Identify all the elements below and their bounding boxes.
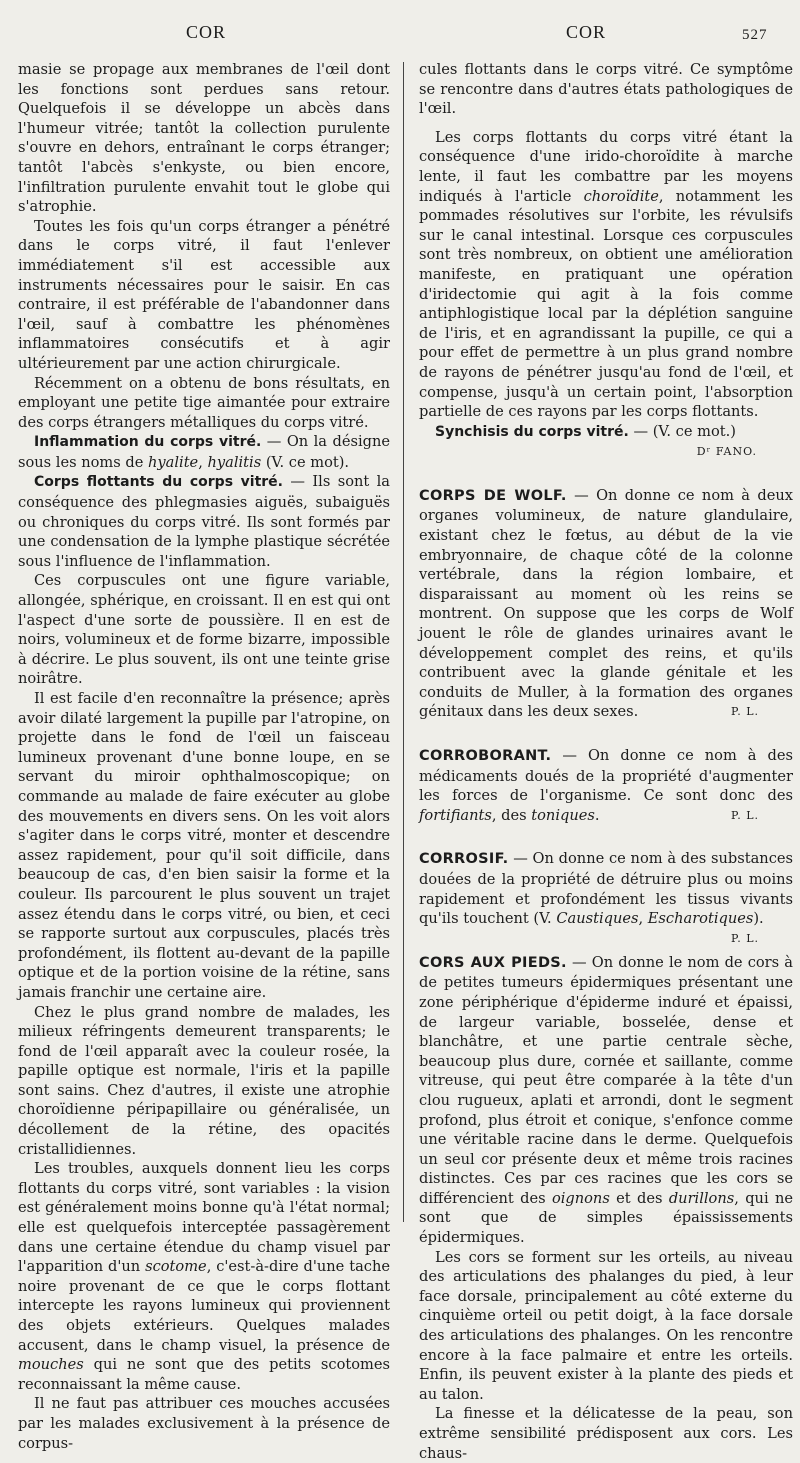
paragraph: Ces corpuscules ont une figure variable, allongée, sphérique, en croissant. Il en est qui ont l'aspect d'une sorte de poussière. Il en est de noirs, volumineux et de forme bizarre, impossible à décrire. Le plus souvent, ils ont une teinte grise noirâtre. <box>18 572 390 688</box>
entry-corrosif: CORROSIF. — On donne ce nom à des substances douées de la propriété de détruire plus ou moins rapidement et profondément les tissus vivants qu'ils touchent (V. Caustiques, Escharotiques). P. L. <box>419 849 793 928</box>
paragraph: Il est facile d'en reconnaître la présence; après avoir dilaté largement la pupille par l'atropine, on projette dans le fond de l'œil un faisceau lumineux provenant d'une bonne loupe, en se servant du miroir ophthalmoscopique; on commande au malade de faire exécuter au globe des mouvements en divers sens. On les voit alors s'agiter dans le corps vitré, monter et descendre assez rapidement, pour qu'il soit difficile, dans beaucoup de cas, d'en bien saisir la forme et la couleur. Ils parcourent le plus souvent un trajet assez étendu dans le corps vitré, ou bien, et ceci se rapporte surtout aux corpuscules, placés très profondément, ils flottent au-devant de la papille optique et de la portion voisine de la rétine, sans jamais franchir une certaine aire. <box>18 690 390 1001</box>
column-divider <box>403 62 404 1222</box>
subentry-synchisis: Synchisis du corps vitré. — (V. ce mot.) <box>435 422 736 440</box>
subentry-inflammation: Inflammation du corps vitré. — On la désigne sous les noms de hyalite, hyalitis (V. ce mot). <box>18 433 390 471</box>
running-head-right: COR <box>566 22 607 42</box>
paragraph: Récemment on a obtenu de bons résultats, en employant une petite tige aimantée pour extraire des corps étrangers métalliques du corps vitré. <box>18 374 390 431</box>
entry-cors-aux-pieds: CORS AUX PIEDS. — On donne le nom de cors à de petites tumeurs épidermiques présentant une zone périphérique d'épiderme induré et épaissi, de largeur variable, bosselée, dense et blanchâtre, et une partie centrale sèche, beaucoup plus dure, cornée et saillante, comme vitreuse, qui peut être comparée à la tête d'un clou rugueux, aplati et arrondi, dont le segment profond, plus étroit et conique, s'enfonce comme une véritable racine dans le derme. Quelquefois un seul cor présente deux et même trois racines distinctes. Ces par ces racines que les cors se différencient des oignons et des durillons, qui ne sont que de simples épaississements épidermiques. <box>419 953 794 1247</box>
paragraph: Il ne faut pas attribuer ces mouches accusées par les malades exclusivement à la présence de corpus- <box>18 1395 390 1452</box>
page-number: 527 <box>742 27 768 43</box>
right-column <box>419 60 793 1463</box>
subentry-heading: Synchisis du corps vitré. <box>435 423 629 440</box>
paragraph: cules flottants dans le corps vitré. Ce symptôme se rencontre dans d'autres états pathologiques de l'œil. <box>419 61 793 118</box>
paragraph: Toutes les fois qu'un corps étranger a pénétré dans le corps vitré, il faut l'enlever immédiatement s'il est accessible aux instruments nécessaires pour le saisir. En cas contraire, il est préférable de l'abandonner dans l'œil, sauf à combattre les phénomènes inflammatoires consécutifs et à agir ultérieurement par une action chirurgicale. <box>18 217 390 372</box>
subentry-heading: Inflammation du corps vitré. <box>34 434 262 451</box>
entry-heading: CORPS DE WOLF. <box>419 487 567 504</box>
paragraph: La finesse et la délicatesse de la peau, son extrême sensibilité prédisposent aux cors. Les chaus- <box>419 1405 793 1462</box>
running-head-left: COR <box>186 22 227 42</box>
paragraph: Les corps flottants du corps vitré étant la conséquence d'une irido-choroïdite à marche lente, il faut les combattre par les moyens indiqués à l'article choroïdite, notamment les pommades résolutives sur l'orbite, les révulsifs sur le canal intestinal. Lorsque ces corpuscules sont très nombreux, on obtient une amélioration manifeste, en pratiquant une opération d'iridectomie qui agit à la fois comme antiphlogistique local par la déplétion sanguine de l'iris, et en agrandissant la pupille, ce qui a pour effet de permettre à un plus grand nombre de rayons de pénétrer jusqu'au fond de l'œil, et compense, jusqu'à un certain point, l'absorption partielle de ces rayons par les corps flottants. <box>419 128 793 421</box>
subentry-corps-flottants: Corps flottants du corps vitré. — Ils sont la conséquence des phlegmasies aiguës, subaiguës ou chroniques du corps vitré. Ils sont formés par une condensation de la lymphe plastique sécrétée sous l'influence de l'inflammation. <box>18 473 391 570</box>
entry-heading: CORS AUX PIEDS. <box>419 954 567 971</box>
paragraph: Les troubles, auxquels donnent lieu les corps flottants du corps vitré, sont variables : la vision est généralement moins bonne qu'à l'état normal; elle est quelquefois interceptée passagèrement dans une certaine étendue du champ visuel par l'apparition d'un scotome, c'est-à-dire d'une tache noire provenant de ce que le corps flottant intercepte les rayons lumineux qui proviennent des objets extérieurs. Quelques malades accusent, dans le champ visuel, la présence de mouches qui ne sont que des petits scotomes reconnaissant la même cause. <box>18 1160 390 1393</box>
entry-heading: CORROBORANT. <box>419 748 552 764</box>
left-column <box>18 60 390 1453</box>
paragraph: Les cors se forment sur les orteils, au niveau des articulations des phalanges du pied, à leur face dorsale, principalement au côté externe du cinquième orteil ou petit doigt, à la face dorsale des articulations des phalanges. On les rencontre encore à la face palmaire et entre les orteils. Enfin, ils peuvent exister à la plante des pieds et au talon. <box>419 1248 793 1403</box>
entry-heading: CORROSIF. <box>419 851 509 868</box>
author-signature: P. L. <box>731 931 759 945</box>
author-signature: Dʳ FANO. <box>696 445 757 459</box>
author-signature: P. L. <box>731 705 759 719</box>
entry-corps-de-wolf: CORPS DE WOLF. — On donne ce nom à deux organes volumineux, de nature glandulaire, existant chez le fœtus, au début de la vie embryonnaire, de chaque côté de la colonne vertébrale, dans la région lombaire, et disparaissant au moment où les reins se montrent. On suppose que les corps de Wolf jouent le rôle de glandes urinaires avant le développement complet des reins, et qu'ils contribuent avec la glande génitale et les conduits de Muller, à la formation des organes génitaux dans les deux sexes. P. L. <box>419 486 793 721</box>
author-signature: P. L. <box>731 808 759 822</box>
paragraph: Chez le plus grand nombre de malades, les milieux réfringents demeurent transparents; le fond de l'œil apparaît avec la couleur rosée, la papille optique est normale, l'iris et la papille sont sains. Chez d'autres, il existe une atrophie choroïdienne péripapillaire ou généralisée, un décollement de la rétine, des opacités cristallidiennes. <box>18 1003 390 1158</box>
paragraph: masie se propage aux membranes de l'œil dont les fonctions sont perdues sans retour. Quelquefois il se développe un abcès dans l'humeur vitrée; tantôt la collection purulente s'ouvre en dehors, entraînant le corps étranger; tantôt l'abcès s'enkyste, ou bien encore, l'infiltration purulente envahit tout le globe qui s'atrophie. <box>18 61 390 216</box>
entry-corroborant: CORROBORANT. — On donne ce nom à des médicaments doués de la propriété d'augmenter les forces de l'organisme. Ce sont donc des fortifiants, des toniques. P. L. <box>419 747 793 824</box>
subentry-heading: Corps flottants du corps vitré. <box>34 474 283 491</box>
